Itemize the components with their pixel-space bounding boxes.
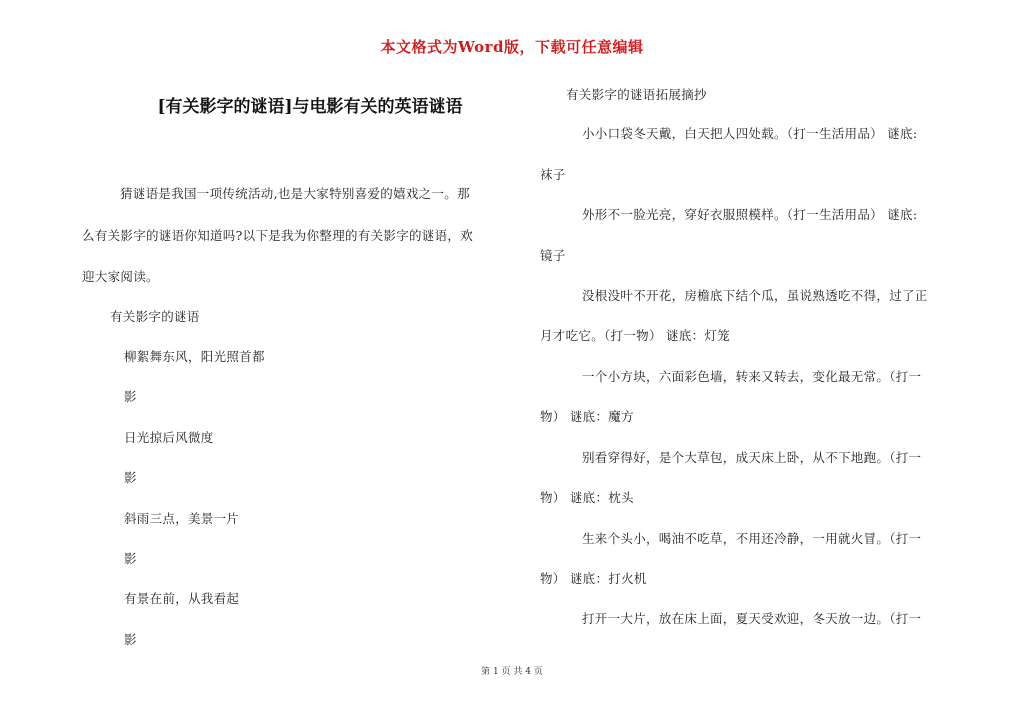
extended-line-5: 没根没叶不开花，房檐底下结个瓜，虽说熟透吃不得，过了正	[582, 288, 928, 303]
extended-line-6: 月才吃它。（打一物） 谜底：灯笼	[540, 328, 731, 343]
riddle-question-3: 斜雨三点，美景一片	[124, 511, 240, 526]
riddle-answer-1: 影	[124, 389, 137, 404]
extended-line-1: 小小口袋冬天戴，白天把人四处载。（打一生活用品） 谜底:	[582, 126, 918, 141]
riddle-question-1: 柳絮舞东风，阳光照首都	[124, 349, 265, 364]
riddle-question-2: 日光掠后风微度	[124, 430, 214, 445]
intro-line-3: 迎大家阅读。	[82, 269, 159, 284]
format-banner: 本文格式为Word版，下载可任意编辑	[380, 38, 644, 56]
riddle-answer-2: 影	[124, 470, 137, 485]
extended-line-12: 物） 谜底：打火机	[540, 571, 647, 586]
section-heading-riddles: 有关影字的谜语	[110, 309, 200, 324]
riddle-question-4: 有景在前，从我看起	[124, 591, 240, 606]
extended-line-10: 物） 谜底：枕头	[540, 490, 634, 505]
extended-line-4: 镜子	[540, 248, 566, 263]
extended-line-13: 打开一大片，放在床上面，夏天受欢迎，冬天放一边。（打一	[582, 611, 922, 626]
extended-line-8: 物） 谜底：魔方	[540, 409, 634, 424]
riddle-answer-4: 影	[124, 632, 137, 647]
intro-line-1: 猜谜语是我国一项传统活动,也是大家特别喜爱的嬉戏之一。那	[120, 186, 470, 201]
section-heading-extended: 有关影字的谜语拓展摘抄	[566, 87, 707, 102]
extended-line-9: 别看穿得好，是个大草包，成天床上卧，从不下地跑。（打一	[582, 450, 922, 465]
extended-line-2: 袜子	[540, 167, 566, 182]
extended-line-3: 外形不一脸光亮，穿好衣服照模样。（打一生活用品） 谜底:	[582, 207, 918, 222]
extended-line-7: 一个小方块，六面彩色墙，转来又转去，变化最无常。（打一	[582, 369, 922, 384]
document-title: [有关影字的谜语]与电影有关的英语谜语	[157, 97, 463, 117]
intro-line-2: 么有关影字的谜语你知道吗?以下是我为你整理的有关影字的谜语，欢	[82, 228, 474, 243]
page-number-footer: 第 1 页 共 4 页	[481, 667, 543, 677]
extended-line-11: 生来个头小，喝油不吃草，不用还冷静，一用就火冒。（打一	[582, 531, 922, 546]
riddle-answer-3: 影	[124, 551, 137, 566]
